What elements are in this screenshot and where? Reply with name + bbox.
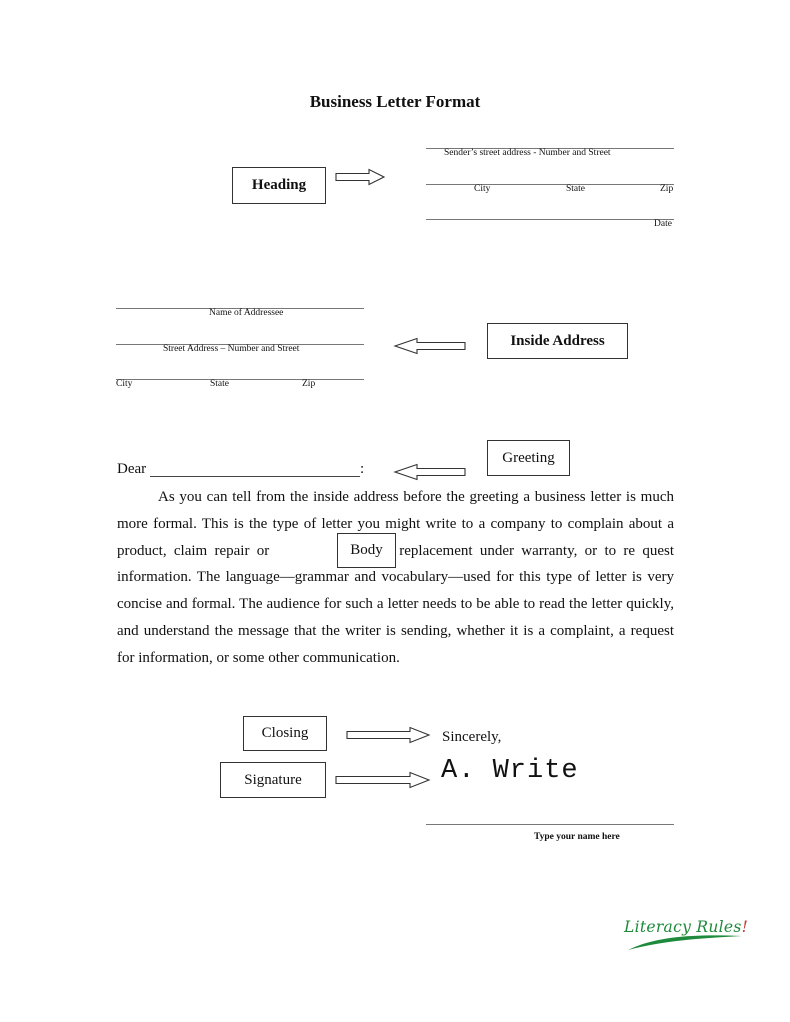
sender-zip-label: Zip [660, 184, 674, 194]
typed-name-line [426, 824, 674, 825]
body-paragraph [117, 484, 674, 672]
typed-name-label: Type your name here [534, 832, 620, 842]
right-arrow-icon [347, 727, 431, 743]
addressee-street-label: Street Address – Number and Street [163, 344, 300, 354]
closing-label-box [243, 716, 327, 751]
right-arrow-icon [336, 169, 386, 185]
signature-text: A. Write [441, 756, 579, 786]
inside-address-label-box [487, 323, 628, 359]
signature-label-box [220, 762, 326, 798]
greeting-label-box [487, 440, 570, 476]
signature-label: Signature [244, 771, 302, 788]
heading-label: Heading [251, 177, 307, 193]
addressee-city-line [116, 379, 364, 380]
logo-accent: ! [741, 918, 749, 936]
logo-swoosh-icon [626, 932, 746, 952]
body-text-part2: replacement under warranty, or to re quest information. The language—grammar and vocabulary—used for this type of letter is very concise and formal. The audience for such a letter needs to be able to read the letter quickly, and understand the message that the writer is sending, whether it is a complaint, a request for information, or some other communication. [117, 542, 675, 666]
sender-city-line [426, 184, 674, 185]
addressee-state-label: State [210, 379, 229, 389]
logo-text: Literacy Rules [624, 918, 742, 936]
sender-city-label: City [474, 184, 491, 194]
date-label: Date [654, 219, 672, 229]
heading-label-box [232, 167, 326, 204]
inside-address-label: Inside Address [510, 332, 605, 349]
addressee-city-label: City [116, 379, 133, 389]
closing-label: Closing [261, 725, 309, 741]
right-arrow-icon [336, 772, 431, 788]
left-arrow-icon [394, 338, 466, 354]
addressee-zip-label: Zip [302, 379, 316, 389]
salutation: Dear [117, 461, 147, 477]
greeting-label: Greeting [502, 449, 555, 466]
body-text-part1: As you can tell from the inside address before the greeting a business letter is much more formal. This is the type of letter you might write to a company to complain about a product, claim repair or [117, 489, 674, 559]
closing-text: Sincerely, [442, 729, 502, 745]
sender-street-label: Sender’s street address - Number and Street [444, 148, 611, 158]
greeting-name-line [150, 476, 360, 477]
left-arrow-icon [394, 464, 466, 480]
body-label-box [337, 533, 396, 568]
addressee-name-label: Name of Addressee [209, 308, 284, 318]
sender-state-label: State [566, 184, 585, 194]
body-label: Body [350, 542, 383, 558]
page-title: Business Letter Format [309, 92, 481, 111]
greeting-colon: : [360, 461, 365, 477]
date-line [426, 219, 674, 220]
